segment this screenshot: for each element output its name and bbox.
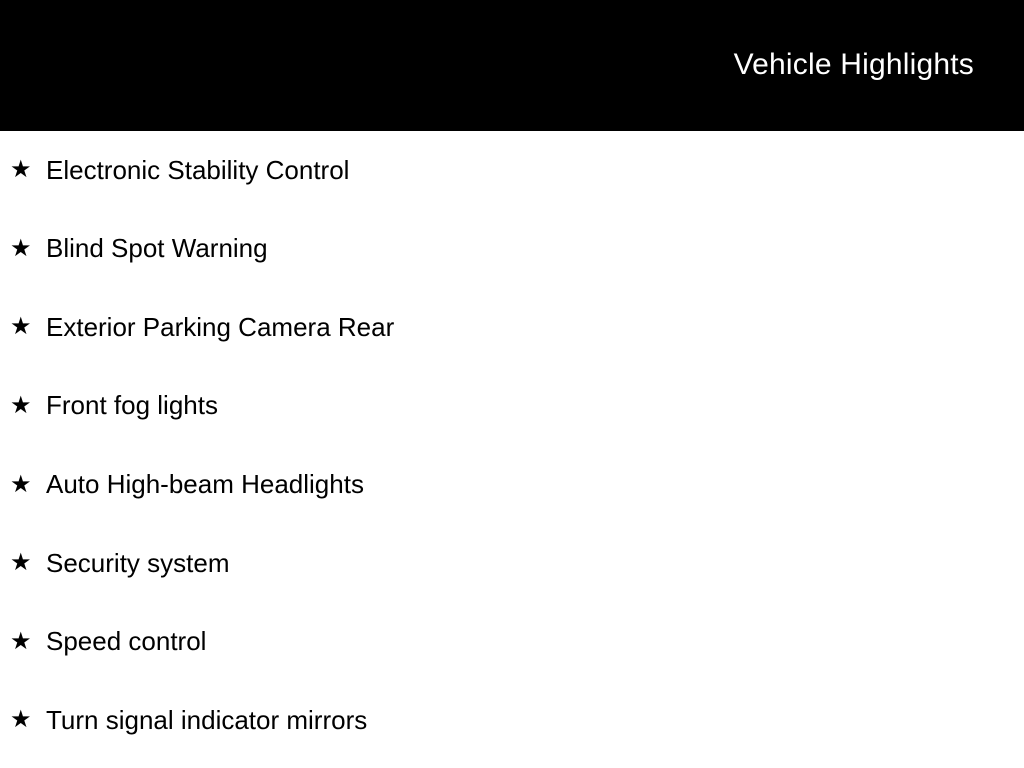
star-icon: ★ (10, 392, 32, 420)
feature-label: Auto High-beam Headlights (46, 469, 364, 500)
list-item (0, 445, 1024, 524)
list-item (0, 210, 1024, 289)
feature-label: Turn signal indicator mirrors (46, 704, 368, 735)
list-item (0, 367, 1024, 446)
list-item (0, 603, 1024, 682)
list-item (0, 288, 1024, 367)
feature-label: Electronic Stability Control (46, 154, 350, 185)
list-item (0, 681, 1024, 760)
feature-label: Exterior Parking Camera Rear (46, 311, 395, 342)
vehicle-highlights-list (0, 131, 1024, 760)
star-icon: ★ (10, 234, 32, 262)
feature-label: Speed control (46, 626, 207, 657)
star-icon: ★ (10, 470, 32, 498)
star-icon: ★ (10, 313, 32, 341)
feature-label: Security system (46, 547, 230, 578)
feature-label: Front fog lights (46, 390, 218, 421)
list-item (0, 131, 1024, 210)
page-title: Vehicle Highlights (733, 48, 974, 81)
list-item (0, 524, 1024, 603)
star-icon: ★ (10, 156, 32, 184)
star-icon: ★ (10, 627, 32, 655)
header-bar (0, 0, 1024, 131)
star-icon: ★ (10, 549, 32, 577)
feature-label: Blind Spot Warning (46, 233, 268, 264)
star-icon: ★ (10, 706, 32, 734)
